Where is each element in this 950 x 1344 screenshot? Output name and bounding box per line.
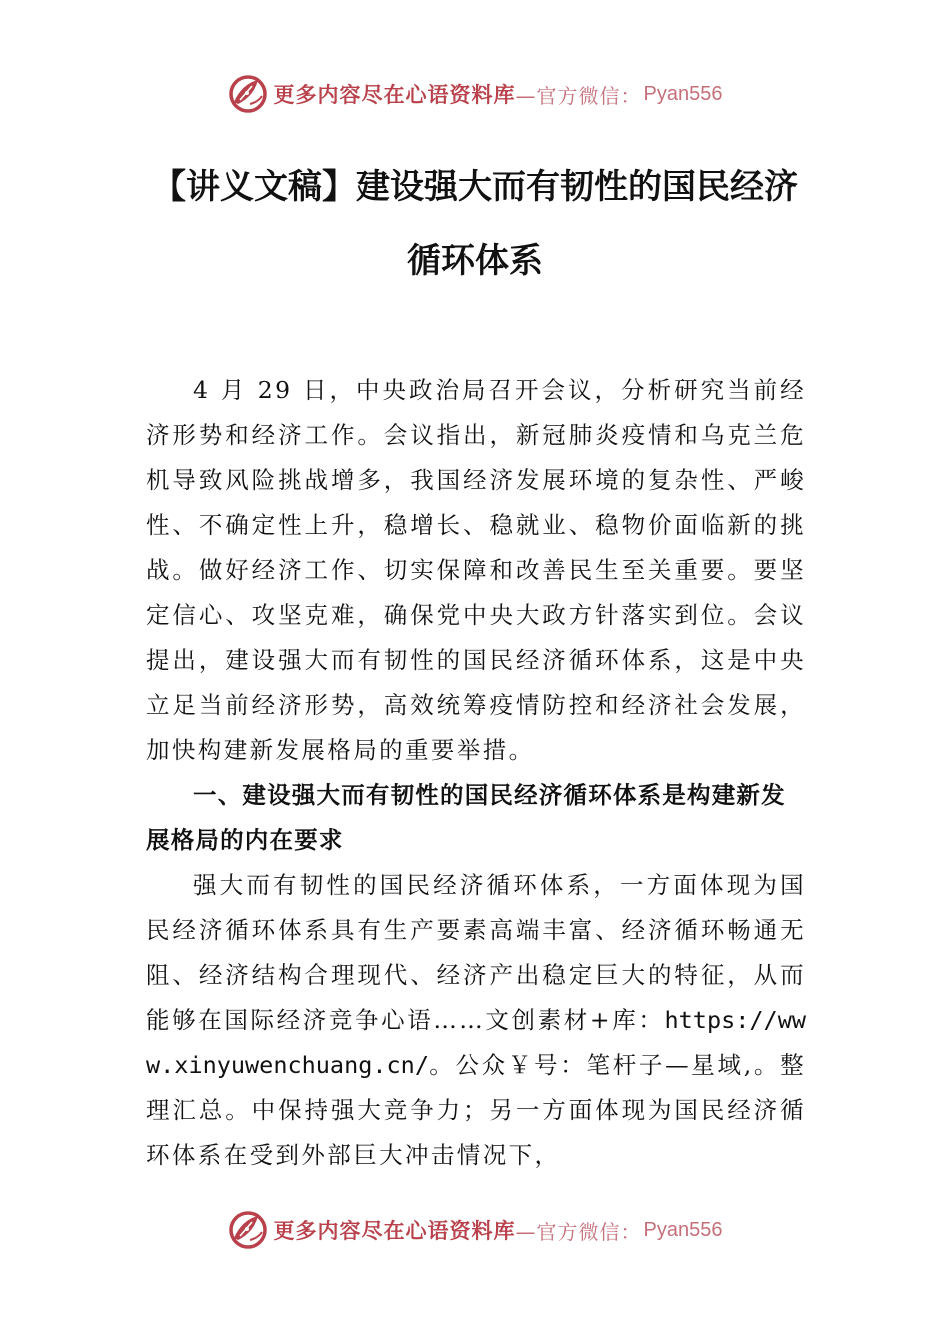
watermark-separator: —官方微信： — [515, 1219, 642, 1244]
section-heading-1: 一、建设强大而有韧性的国民经济循环体系是构建新发展格局的内在要求 — [146, 781, 786, 854]
watermark-id: Pyan556 — [643, 82, 723, 105]
paragraph-2 — [146, 863, 806, 1178]
watermark-banner-top — [0, 72, 950, 116]
watermark-banner-bottom — [0, 1208, 950, 1252]
paragraph-1: 4 月 29 日，中央政治局召开会议，分析研究当前经济形势和经济工作。会议指出，新冠肺炎疫情和乌克兰危机导致风险挑战增多，我国经济发展环境的复杂性、严峻性、不确定性上升，稳增长、稳就业、稳物价面临新的挑战。做好经济工作、切实保障和改善民生至关重要。要坚定信心、攻坚克难，确保党中央大政方针落实到位。会议提出，建设强大而有韧性的国民经济循环体系，这是中央立足当前经济形势，高效统筹疫情防控和经济社会发展，加快构建新发展格局的重要举措。 — [146, 376, 806, 764]
document-title — [60, 150, 890, 298]
watermark-id: Pyan556 — [643, 1218, 723, 1241]
watermark-text: 更多内容尽在心语资料库 — [273, 82, 516, 107]
pen-nib-logo-icon — [228, 1210, 268, 1250]
paragraph-2-url: https://www.xinyuwenchuang.cn/ — [146, 1006, 806, 1079]
title-line-2: 循环体系 — [407, 241, 543, 281]
pen-nib-logo-icon — [228, 74, 268, 114]
document-body — [146, 368, 806, 1178]
paragraph-2-part-2: 。公众￥号：笔杆子—星域,。整理汇总。中保持强大竞争力；另一方面体现为国民经济循环体系在受到外部巨大冲击情况下， — [146, 1051, 806, 1169]
watermark-text: 更多内容尽在心语资料库 — [273, 1218, 516, 1243]
paragraph-2-part-1: 强大而有韧性的国民经济循环体系，一方面体现为国民经济循环体系具有生产要素高端丰富、经济循环畅通无阻、经济结构合理现代、经济产出稳定巨大的特征，从而能够在国际经济竞争心语……文创素材+库： — [146, 871, 806, 1034]
watermark-separator: —官方微信： — [515, 83, 642, 108]
title-line-1: 【讲义文稿】建设强大而有韧性的国民经济 — [152, 167, 798, 207]
